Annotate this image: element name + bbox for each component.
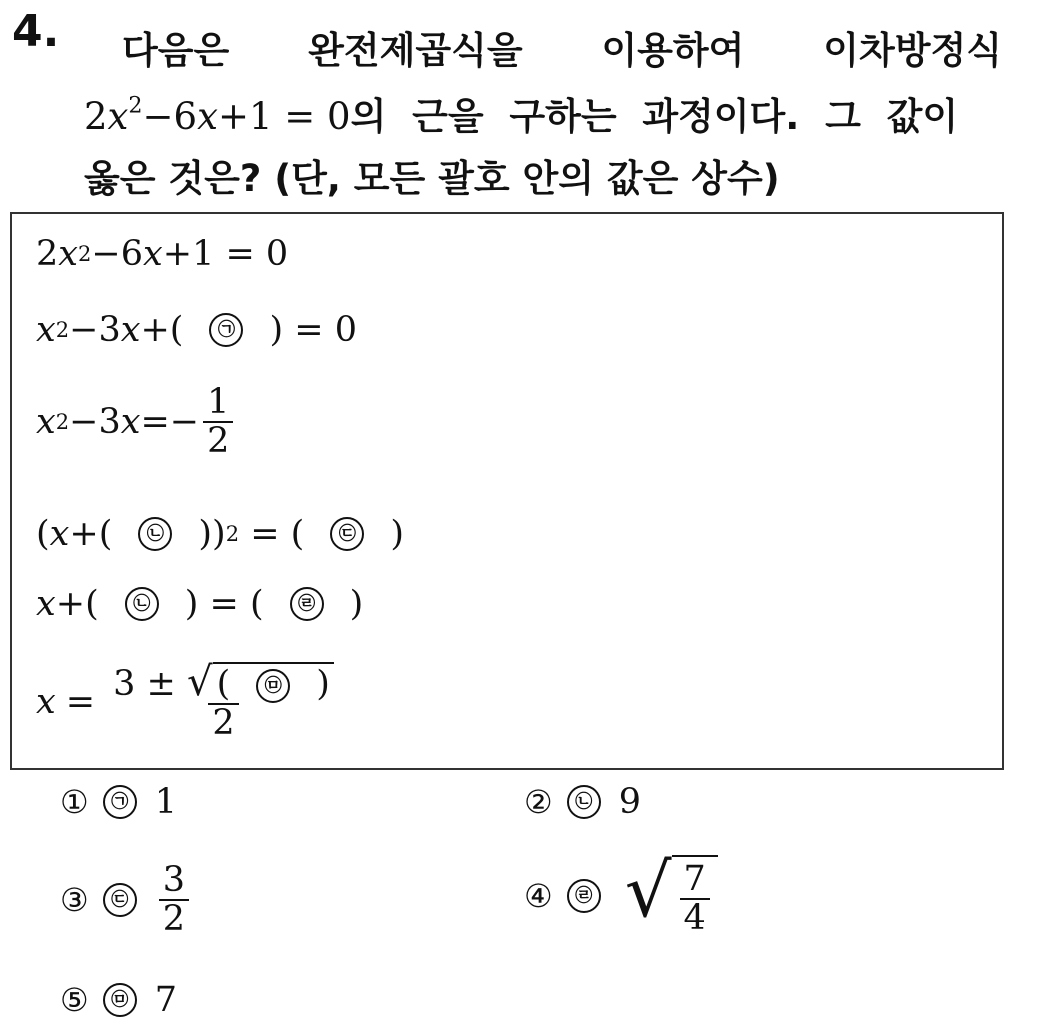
step-5 [36,584,363,624]
blank-rieul: ㉣ [290,587,324,621]
frac-num: 1 [207,382,230,422]
blank-nieun: ㉡ [125,587,159,621]
s5-close2: ) [349,584,364,624]
option-2[interactable] [524,782,641,822]
s3-var2: x [120,401,141,442]
option-letter: ㉠ [103,785,137,819]
s3-var: x [36,401,56,442]
option-value: 9 [618,782,641,822]
question-equation [84,92,351,138]
frac-num: 7 [683,859,706,899]
option-fraction [159,862,189,938]
s2-close: ) = 0 [269,310,357,350]
step-6 [36,659,342,743]
blank-nieun: ㉡ [138,517,172,551]
option-letter: ㉢ [103,883,137,917]
quadratic-numerator [109,659,338,705]
question-word: 다음은 [122,29,230,72]
sqrt [186,659,334,705]
s5-var: x [36,584,56,624]
step-4: ( x +( ㉡ )) 2 = ( ㉢ ) [36,514,404,554]
s4-open: ( [36,514,50,554]
quadratic-denominator: 2 [208,703,238,742]
step-2: x 2 −3 x +( ㉠ ) = 0 [36,310,357,350]
option-number: ⑤ [60,981,89,1019]
option-number: ① [60,783,89,821]
s4-var: x [49,514,70,554]
s4-plus: +( [69,514,113,554]
question-word: 이차방정식 [823,29,1002,72]
s2-var2: x [120,310,141,350]
s6-var: x [36,681,56,722]
s6-rad-close: ) [316,664,330,704]
option-3[interactable] [60,862,193,938]
option-number: ③ [60,880,89,919]
radical-icon: √ [624,849,672,934]
eq-exp: 2 [128,92,143,119]
step-3: x 2 −3 x =− $\frac{1}{2}$ [36,384,237,460]
option-letter: ㉡ [567,785,601,819]
solution-box [10,212,1004,770]
s1-coef: 2 [36,234,59,274]
radicand [672,855,718,937]
step-1: 2 x 2 −6 x +1 = 0 [36,234,289,274]
fraction-one-half [203,384,233,460]
option-fraction [680,861,710,937]
question-line-1 [122,20,1002,74]
quadratic-fraction [109,659,338,743]
option-letter: ㉣ [567,879,601,913]
eq-middle: −6 [142,95,198,138]
s6-num-pre: 3 ± [113,664,176,704]
s4-close2: ) [390,514,404,554]
option-number: ④ [524,876,553,915]
option-letter: ㉤ [103,983,137,1017]
eq-var: x [107,95,129,138]
option-1[interactable] [60,782,177,822]
s5-close1: ) = ( [184,584,264,624]
eq-tail: +1 = 0 [217,95,351,138]
option-number: ② [524,783,553,821]
s1-var: x [58,234,79,274]
s3-mid: −3 [69,401,121,442]
s1-rest: −6 [91,234,144,274]
option-value: 7 [154,980,177,1020]
question-word: 이용하여 [601,29,745,72]
question-number: 4. [12,6,60,57]
frac-den: 2 [159,899,189,938]
s3-eq: =− [140,401,200,442]
question-line-3: 옳은 것은? (단, 모든 괄호 안의 값은 상수) [84,157,780,200]
question-word: 완전제곱식을 [308,29,523,72]
eq-var2: x [197,95,218,138]
s4-close1: )) [198,514,226,554]
frac-den: 2 [203,421,233,460]
frac-num: 3 [162,860,185,900]
radical-icon: √ [186,659,213,705]
s2-var: x [36,310,56,350]
eq-coef: 2 [84,95,108,138]
option-5[interactable] [60,980,177,1020]
blank-giyeok: ㉠ [209,313,243,347]
blank-mieum: ㉤ [256,669,290,703]
question-text-2: 의 근을 구하는 과정이다. 그 값이 [350,95,959,138]
option-value: 1 [154,782,177,822]
question-line-2 [84,86,958,140]
blank-digeut: ㉢ [330,517,364,551]
s1-end: +1 = 0 [162,234,289,274]
frac-den: 4 [680,898,710,937]
s6-eq: = [65,681,96,722]
s5-plus: +( [55,584,99,624]
s1-var2: x [143,234,163,274]
s4-eq: = ( [239,514,305,554]
s2-mid: −3 [69,310,121,350]
option-4[interactable] [524,849,718,938]
radicand [213,662,334,703]
option-sqrt [624,849,718,938]
s2-open: +( [140,310,184,350]
s6-rad-open: ( [216,664,231,704]
